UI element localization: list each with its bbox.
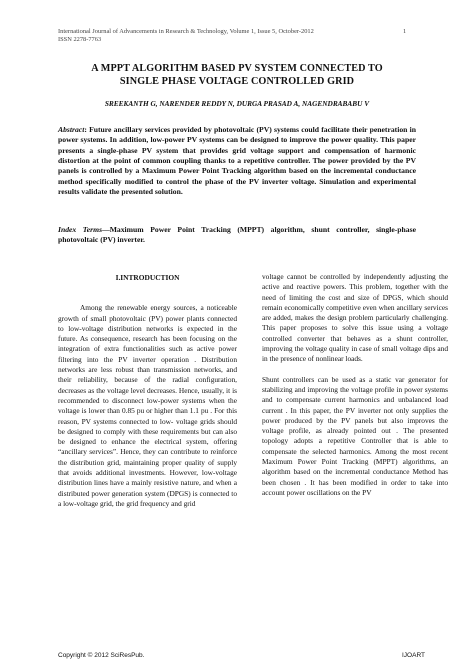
section-heading: I.INTRODUCTION <box>115 273 180 282</box>
title-line-2: SINGLE PHASE VOLTAGE CONTROLLED GRID <box>119 76 355 87</box>
index-terms <box>58 225 416 246</box>
right-column <box>262 272 448 498</box>
title-line-1: A MPPT ALGORITHM BASED PV SYSTEM CONNECTED TO <box>91 63 383 74</box>
index-terms-label: Index Terms <box>58 225 103 234</box>
footer-journal-abbr: IJOART <box>402 652 425 659</box>
journal-header: International Journal of Advancements in Research & Technology, Volume 1, Issue 5, October-2012 <box>58 28 314 35</box>
page-number: 1 <box>403 28 407 35</box>
abstract <box>58 125 416 197</box>
intro-paragraph-2: voltage cannot be controlled by independently adjusting the active and reactive powers. This problem, together with the need of limiting the cost and size of DPGS, which should remain economically competitive even when ancillary services are added, makes the design problem particularly challenging. This paper proposes to solve this issue using a voltage controlled converter that behaves as a shunt controller, improving the voltage quality in case of small voltage dips and in the presence of nonlinear loads. <box>262 272 448 364</box>
intro-paragraph-3: Shunt controllers can be used as a static var generator for stabilizing and improving the voltage profile in power systems and to compensate current harmonics and unbalanced load current . In this paper, the PV inverter not only supplies the power produced by the PV panels but also improves the voltage profile, as already pointed out . The presented topology adopts a repetitive Controller that is able to compensate the selected harmonics. Among the most recent Maximum Power Point Tracking (MPPT) algorithms, an algorithm based on the incremental conductance Method has been chosen . It has been modified in order to take into account power oscillations on the PV <box>262 374 448 497</box>
index-terms-text: —Maximum Power Point Tracking (MPPT) algorithm, shunt controller, single-phase photovoltaic (PV) inverter. <box>58 225 416 245</box>
footer-copyright: Copyright © 2012 SciResPub. <box>58 652 145 659</box>
abstract-label: Abstract <box>58 125 85 134</box>
paper-title <box>40 62 434 88</box>
issn-label: ISSN 2278-7763 <box>58 36 102 43</box>
author-list: SREEKANTH G, NARENDER REDDY N, DURGA PRASAD A, NAGENDRABABU V <box>104 99 370 108</box>
intro-paragraph-1: Among the renewable energy sources, a noticeable growth of small photovoltaic (PV) power plants connected to low-voltage distribution networks is expected in the future. As consequence, research has been focusing on the integration of extra functionalities such as active power filtering into the PV inverter operation . Distribution networks are less robust than transmission networks, and their reliability, because of the radial configuration, decreases as the voltage level decreases. Hence, usually, it is recommended to disconnect low-power systems when the voltage is lower than 0.85 pu or higher than 1.1 pu . For this reason, PV systems connected to low- voltage grids should be designed to comply with these requirements but can also be designed to enhance the electrical system, offering “ancillary services”. Hence, they can contribute to reinforce the distribution grid, maintaining proper quality of supply that avoids additional investments. However, low-voltage distribution lines have a mainly resistive nature, and when a distributed power generation system (DPGS) is connected to a low-voltage grid, the grid frequency and grid <box>58 303 237 508</box>
left-column <box>58 272 237 509</box>
abstract-text: : Future ancillary services provided by photovoltaic (PV) systems could facilitate their penetration in power systems. In addition, low-power PV systems can be designed to improve the power quality. This paper presents a single-phase PV system that provides grid voltage support and compensation of harmonic distortion at the point of common coupling thanks to a repetitive controller. The power provided by the PV panels is controlled by a Maximum Power Point Tracking algorithm based on the incremental conductance method specifically modified to control the phase of the PV inverter voltage. Simulation and experimental results validate the presented solution. <box>58 125 416 197</box>
